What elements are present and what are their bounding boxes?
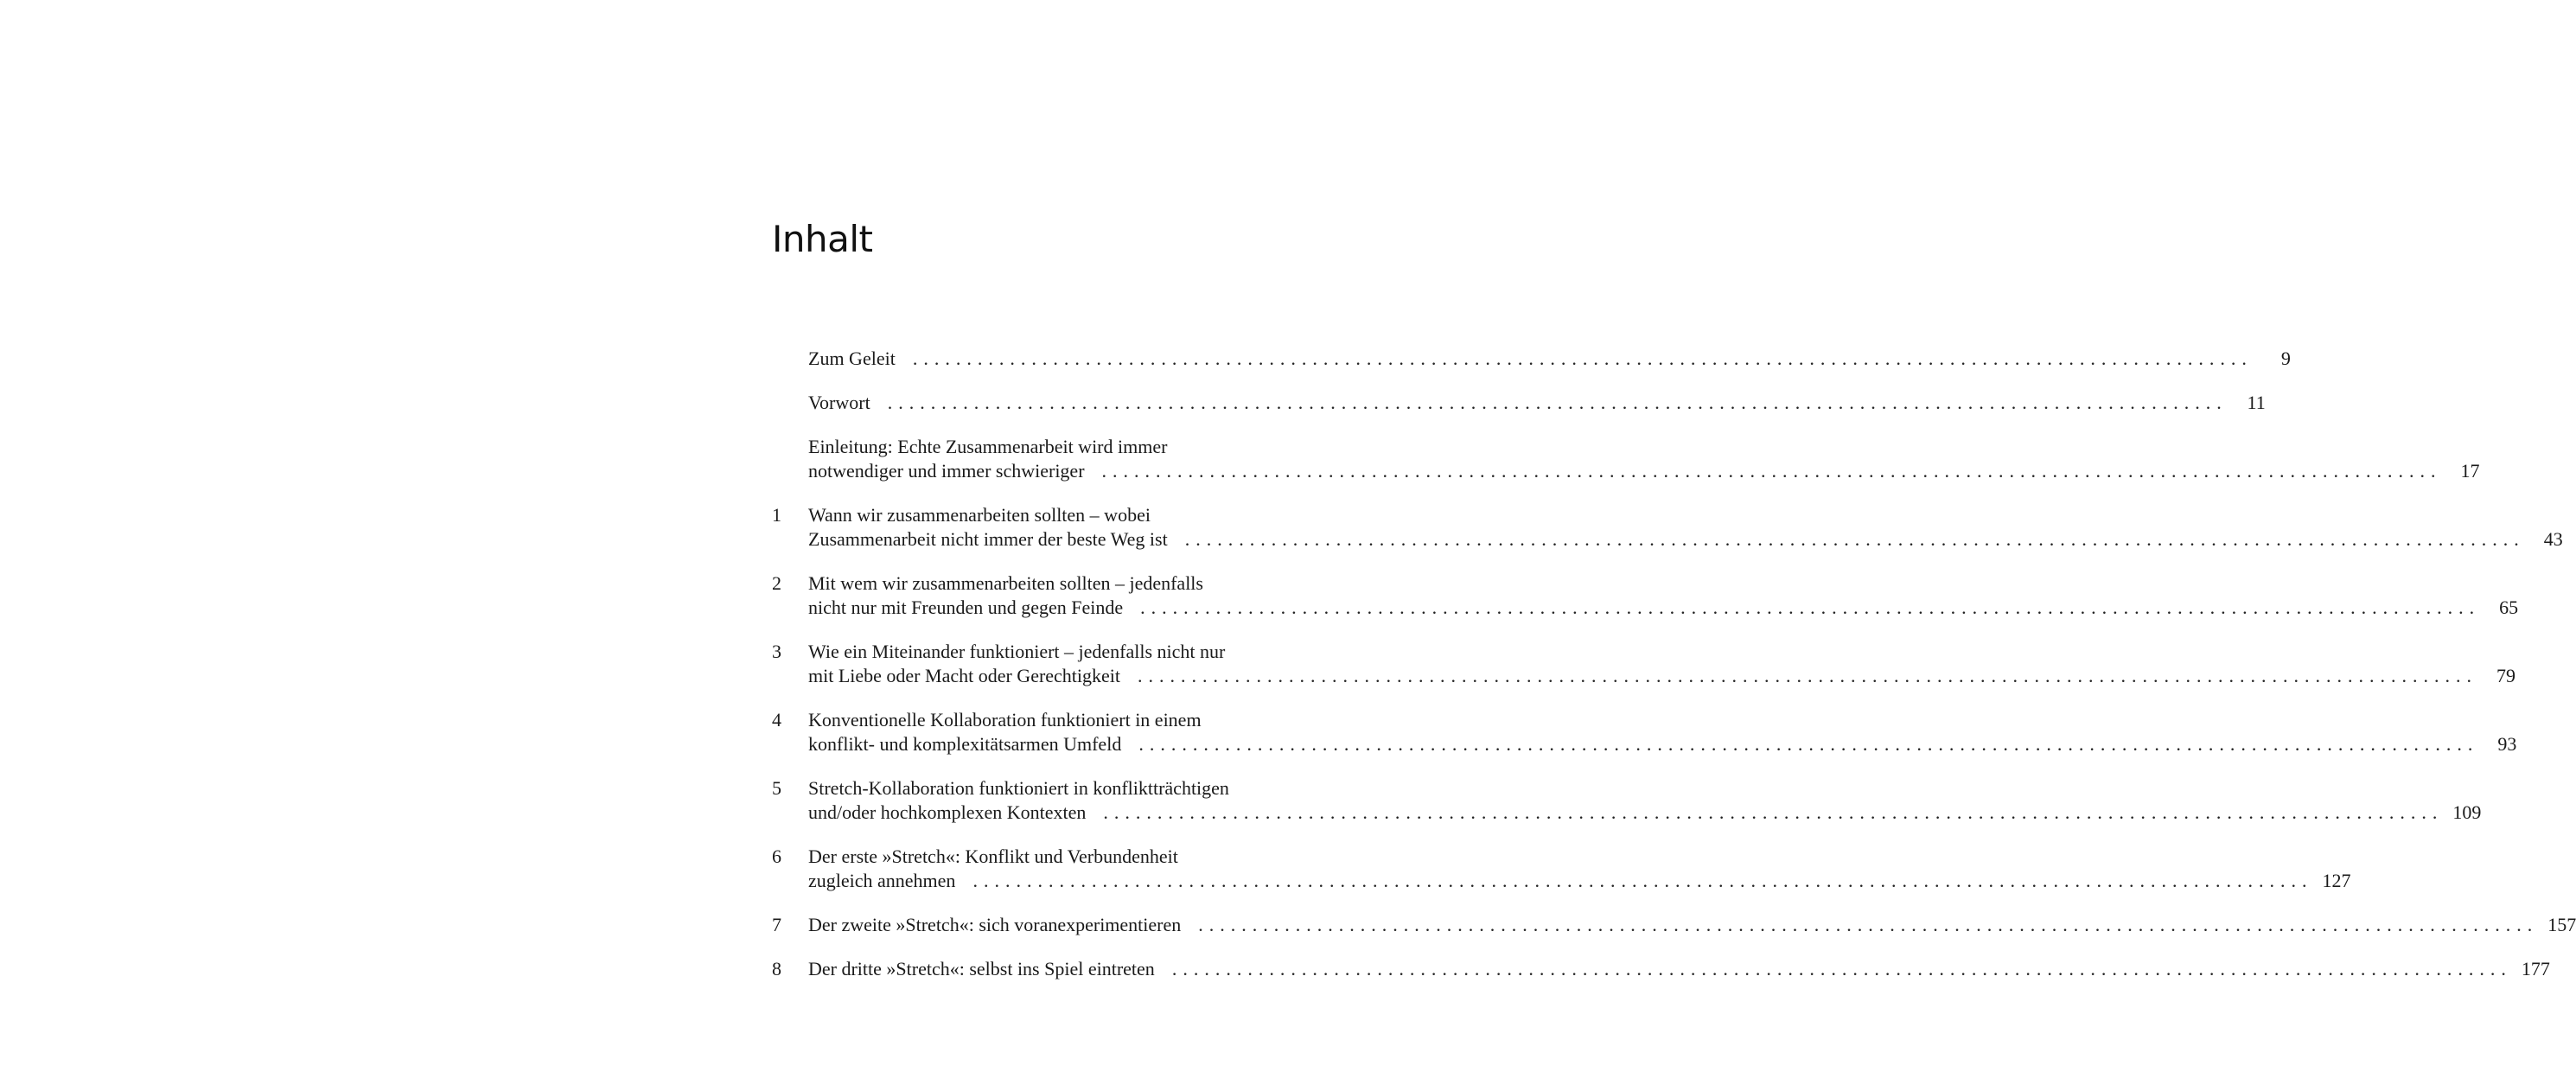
entry-title-line-1: Wie ein Miteinander funktioniert – jedenfalls nicht nur bbox=[808, 641, 1226, 662]
page-number: 157 bbox=[2547, 914, 2576, 935]
entry-title: Der dritte »Stretch«: selbst ins Spiel eintreten bbox=[808, 958, 1155, 979]
page-number: 11 bbox=[2247, 392, 2266, 413]
dot-leader: ............................................................................................................................ bbox=[972, 870, 2313, 891]
entry-title-line-2: zugleich annehmen bbox=[808, 870, 956, 891]
entry-title-line-2: nicht nur mit Freunden und gegen Feinde bbox=[808, 597, 1124, 618]
toc-entry-chapter-4[interactable] bbox=[772, 708, 2517, 776]
dot-leader: ............................................................................................................................ bbox=[1138, 665, 2478, 686]
chapter-number: 6 bbox=[772, 845, 781, 867]
dot-leader: ............................................................................................................................ bbox=[1171, 958, 2512, 979]
chapter-number: 7 bbox=[772, 914, 781, 935]
entry-title-line-1: Einleitung: Echte Zusammenarbeit wird immer bbox=[808, 436, 1168, 457]
dot-leader: ............................................................................................................................ bbox=[1138, 733, 2479, 755]
dot-leader: ............................................................................................................................ bbox=[1198, 914, 2539, 935]
toc-entry-chapter-7[interactable] bbox=[772, 913, 2576, 957]
chapter-number: 1 bbox=[772, 504, 781, 526]
toc-entry-chapter-1[interactable] bbox=[772, 503, 2563, 571]
table-of-contents bbox=[772, 347, 2576, 1001]
entry-title-line-1: Mit wem wir zusammenarbeiten sollten – jedenfalls bbox=[808, 572, 1203, 594]
page-number: 177 bbox=[2521, 958, 2550, 979]
dot-leader: ............................................................................................................................ bbox=[1101, 460, 2442, 482]
chapter-number: 5 bbox=[772, 777, 781, 799]
page-number: 93 bbox=[2497, 733, 2517, 755]
page-number: 43 bbox=[2543, 528, 2563, 550]
toc-entry-zum-geleit[interactable] bbox=[772, 347, 2291, 391]
toc-entry-chapter-3[interactable] bbox=[772, 640, 2516, 708]
dot-leader: ............................................................................................................................ bbox=[887, 392, 2228, 413]
entry-title: Der zweite »Stretch«: sich voranexperimentieren bbox=[808, 914, 1182, 935]
toc-entry-chapter-8[interactable] bbox=[772, 957, 2550, 1001]
dot-leader: ............................................................................................................................ bbox=[1103, 801, 2444, 823]
entry-title-line-2: notwendiger und immer schwieriger bbox=[808, 460, 1085, 482]
entry-title-line-1: Stretch-Kollaboration funktioniert in konfliktträchtigen bbox=[808, 777, 1229, 799]
page-number: 65 bbox=[2499, 597, 2519, 618]
page-number: 79 bbox=[2496, 665, 2516, 686]
chapter-number: 8 bbox=[772, 958, 781, 979]
chapter-number: 4 bbox=[772, 709, 781, 731]
chapter-number: 3 bbox=[772, 641, 781, 662]
toc-entry-chapter-2[interactable] bbox=[772, 571, 2519, 640]
toc-entry-chapter-6[interactable] bbox=[772, 845, 2351, 913]
entry-title-line-2: mit Liebe oder Macht oder Gerechtigkeit bbox=[808, 665, 1121, 686]
dot-leader: ............................................................................................................................ bbox=[1140, 597, 2481, 618]
page-number: 109 bbox=[2452, 801, 2482, 823]
entry-title-line-2: konflikt- und komplexitätsarmen Umfeld bbox=[808, 733, 1122, 755]
page-number: 127 bbox=[2322, 870, 2351, 891]
toc-entry-chapter-5[interactable] bbox=[772, 776, 2482, 845]
entry-title-line-2: und/oder hochkomplexen Kontexten bbox=[808, 801, 1087, 823]
page-number: 9 bbox=[2280, 348, 2291, 369]
page-number: 17 bbox=[2460, 460, 2480, 482]
entry-title: Zum Geleit bbox=[808, 348, 896, 369]
entry-title-line-1: Wann wir zusammenarbeiten sollten – wobei bbox=[808, 504, 1151, 526]
dot-leader: ............................................................................................................................ bbox=[912, 348, 2253, 369]
entry-title-line-1: Konventionelle Kollaboration funktioniert in einem bbox=[808, 709, 1202, 731]
entry-title-line-2: Zusammenarbeit nicht immer der beste Weg ist bbox=[808, 528, 1168, 550]
dot-leader: ............................................................................................................................ bbox=[1184, 528, 2525, 550]
chapter-number: 2 bbox=[772, 572, 781, 594]
toc-entry-einleitung[interactable] bbox=[772, 435, 2480, 503]
entry-title-line-1: Der erste »Stretch«: Konflikt und Verbundenheit bbox=[808, 845, 1178, 867]
page-title: Inhalt bbox=[772, 218, 873, 260]
toc-entry-vorwort[interactable] bbox=[772, 391, 2266, 435]
entry-title: Vorwort bbox=[808, 392, 870, 413]
